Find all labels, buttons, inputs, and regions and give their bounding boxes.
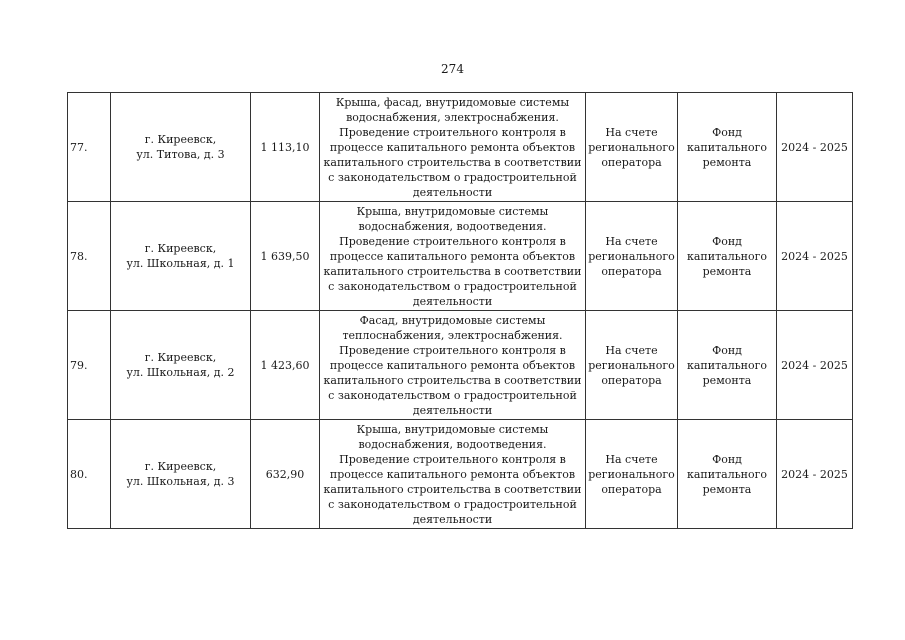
repair-works-table [67,92,853,529]
account-cell: На счете регионального оператора [586,420,678,529]
address-street: ул. Школьная, д. 2 [126,366,235,379]
area-cell: 1 639,50 [251,202,320,311]
funding-source-cell: Фонд капитального ремонта [678,420,777,529]
row-number: 80. [68,420,111,529]
works-description-cell: Крыша, внутридомовые системы водоснабжения, водоотведения. Проведение строительного контроля в процессе капитального ремонта объектов капитального строительства в соответствии с законодательством о градостроительной деятельности [320,202,586,311]
address-cell [111,202,251,311]
account-cell: На счете регионального оператора [586,311,678,420]
table-row [68,311,853,420]
period-cell: 2024 - 2025 [777,311,853,420]
address-street: ул. Школьная, д. 1 [126,257,235,270]
period-cell: 2024 - 2025 [777,202,853,311]
address-city: г. Киреевск, [144,351,217,364]
address-cell [111,93,251,202]
address-cell [111,420,251,529]
address-city: г. Киреевск, [144,460,217,473]
address-city: г. Киреевск, [144,242,217,255]
funding-source-cell: Фонд капитального ремонта [678,311,777,420]
address-cell [111,311,251,420]
page-number: 274 [441,62,464,76]
area-cell: 1 113,10 [251,93,320,202]
account-cell: На счете регионального оператора [586,93,678,202]
account-cell: На счете регионального оператора [586,202,678,311]
period-cell: 2024 - 2025 [777,420,853,529]
funding-source-cell: Фонд капитального ремонта [678,93,777,202]
address-street: ул. Школьная, д. 3 [126,475,235,488]
period-cell: 2024 - 2025 [777,93,853,202]
area-cell: 632,90 [251,420,320,529]
row-number: 78. [68,202,111,311]
row-number: 77. [68,93,111,202]
address-city: г. Киреевск, [144,133,217,146]
table-row [68,93,853,202]
funding-source-cell: Фонд капитального ремонта [678,202,777,311]
works-description-cell: Крыша, фасад, внутридомовые системы водоснабжения, электроснабжения. Проведение строительного контроля в процессе капитального ремонта объектов капитального строительства в соответствии с законодательством о градостроительной деятельности [320,93,586,202]
address-street: ул. Титова, д. 3 [136,148,225,161]
works-description-cell: Крыша, внутридомовые системы водоснабжения, водоотведения. Проведение строительного контроля в процессе капитального ремонта объектов капитального строительства в соответствии с законодательством о градостроительной деятельности [320,420,586,529]
row-number: 79. [68,311,111,420]
table-row [68,202,853,311]
table-row [68,420,853,529]
works-description-cell: Фасад, внутридомовые системы теплоснабжения, электроснабжения. Проведение строительного контроля в процессе капитального ремонта объектов капитального строительства в соответствии с законодательством о градостроительной деятельности [320,311,586,420]
area-cell: 1 423,60 [251,311,320,420]
